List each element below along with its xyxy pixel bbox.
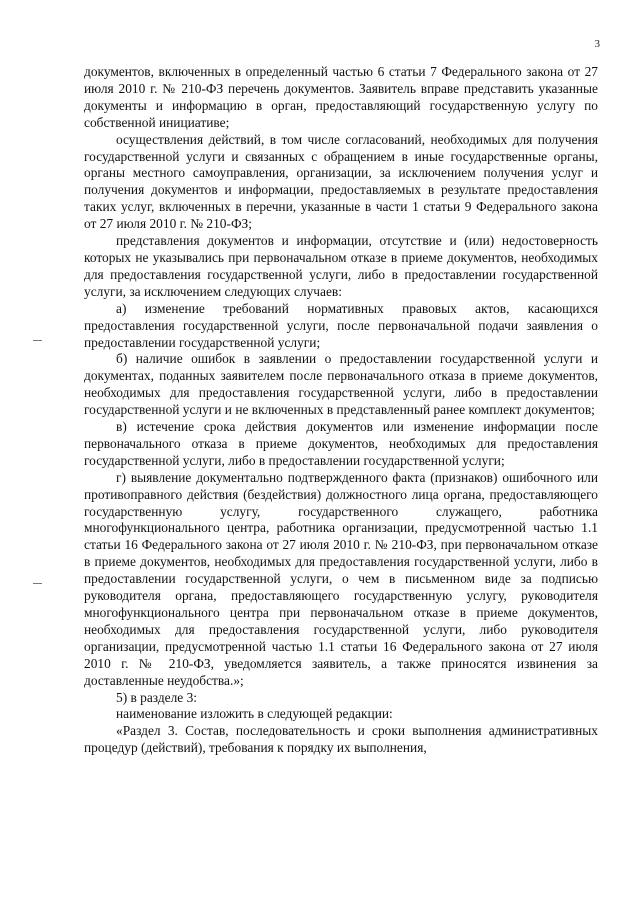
margin-mark: [33, 583, 42, 584]
paragraph-section-title: «Раздел 3. Состав, последовательность и сроки выполнения административных процедур (действий), требования к порядку их выполнения,: [84, 723, 598, 756]
list-item-a: а) изменение требований нормативных правовых актов, касающихся предоставления государственной услуги, после первоначальной подачи заявления о предоставлении государственной услуги;: [84, 300, 598, 350]
paragraph-actions: осуществления действий, в том числе согласований, необходимых для получения государственной услуги и связанных с обращением в иные государственные органы, органы местного самоуправления, организации, за исключением получения услуг и получения документов и информации, предоставляемых в результате предоставления таких услуг, включенных в перечни, указанные в части 1 статьи 9 Федерального закона от 27 июля 2010 г. № 210-ФЗ;: [84, 131, 598, 232]
paragraph-documents: представления документов и информации, отсутствие и (или) недостоверность которых не указывались при первоначальном отказе в приеме документов, необходимых для предоставления государственной услуги, либо в предоставлении государственной услуги, за исключением следующих случаев:: [84, 233, 598, 299]
paragraph-title-change: наименование изложить в следующей редакции:: [116, 706, 393, 722]
margin-mark: [33, 340, 42, 341]
paragraph-section-3: 5) в разделе 3:: [116, 689, 198, 705]
document-body: [84, 64, 598, 757]
list-item-g: г) выявление документально подтвержденного факта (признаков) ошибочного или противоправного действия (бездействия) должностного лица органа, предоставляющего государственную услугу, государственного служащего, работника многофункционального центра, работника организации, предусмотренной частью 1.1 статьи 16 Федерального закона от 27 июля 2010 г. № 210-ФЗ, при первоначальном отказе в приеме документов, необходимых для предоставления государственной услуги, либо в предоставлении государственной услуги, о чем в письменном виде за подписью руководителя органа, предоставляющего государственную услугу, руководителя многофункционального центра при первоначальном отказе в приеме документов, необходимых для предоставления государственной услуги, либо руководителя организации, предусмотренной частью 1.1 статьи 16 Федерального закона от 27 июля 2010 г. № 210-ФЗ, уведомляется заявитель, а также приносятся извинения за доставленные неудобства.»;: [84, 469, 598, 688]
list-item-b: б) наличие ошибок в заявлении о предоставлении государственной услуги и документах, поданных заявителем после первоначального отказа в приеме документов, необходимых для предоставления государственной услуги, либо в предоставлении государственной услуги и не включенных в представленный ранее комплект документов;: [84, 351, 598, 418]
paragraph-continuation: документов, включенных в определенный частью 6 статьи 7 Федерального закона от 27 июля 2010 г. № 210-ФЗ перечень документов. Заявитель вправе представить указанные документы и информацию в орган, предоставляющий государственную услугу по собственной инициативе;: [84, 64, 598, 130]
list-item-v: в) истечение срока действия документов или изменение информации после первоначального отказа в приеме документов, необходимых для предоставления государственной услуги, либо в предоставлении государственной услуги;: [84, 419, 598, 468]
page-number: 3: [594, 38, 600, 50]
